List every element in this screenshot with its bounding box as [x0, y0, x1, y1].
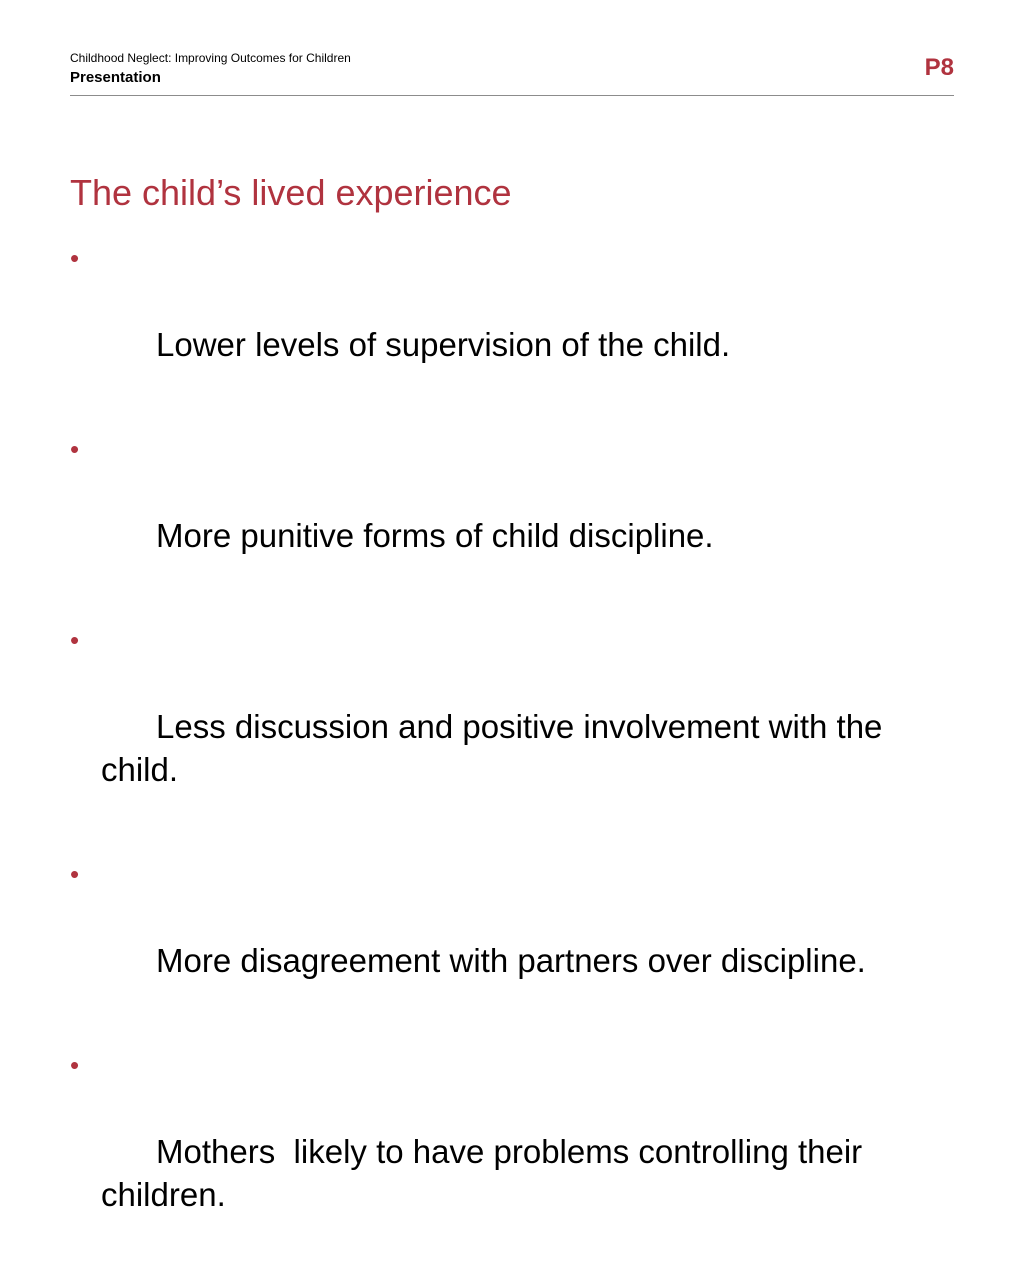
bullet-text: Lower levels of supervision of the child. — [156, 326, 731, 363]
page-number: P8 — [924, 54, 954, 81]
bullet-marker: • — [70, 1050, 80, 1080]
slide-title: The child’s lived experience — [70, 172, 512, 213]
bullet-item — [70, 1044, 954, 1259]
bullet-list — [70, 237, 954, 1278]
bullet-item — [70, 237, 954, 409]
section-label: Presentation — [70, 69, 161, 86]
bullet-text: More punitive forms of child discipline. — [156, 517, 714, 554]
bullet-text: More disagreement with partners over discipline. — [156, 942, 866, 979]
bullet-item — [70, 619, 954, 834]
bullet-marker: • — [70, 243, 80, 273]
bullet-marker: • — [70, 859, 80, 889]
slide-header — [70, 50, 954, 94]
header-divider — [70, 95, 954, 96]
bullet-marker: • — [70, 434, 80, 464]
bullet-marker: • — [70, 625, 80, 655]
bullet-text: Less discussion and positive involvement with the child. — [101, 708, 892, 788]
presentation-subtitle: Childhood Neglect: Improving Outcomes for Children — [70, 51, 351, 65]
bullet-text: Mothers likely to have problems controlling their children. — [101, 1133, 872, 1213]
bullet-item — [70, 853, 954, 1025]
bullet-item — [70, 428, 954, 600]
